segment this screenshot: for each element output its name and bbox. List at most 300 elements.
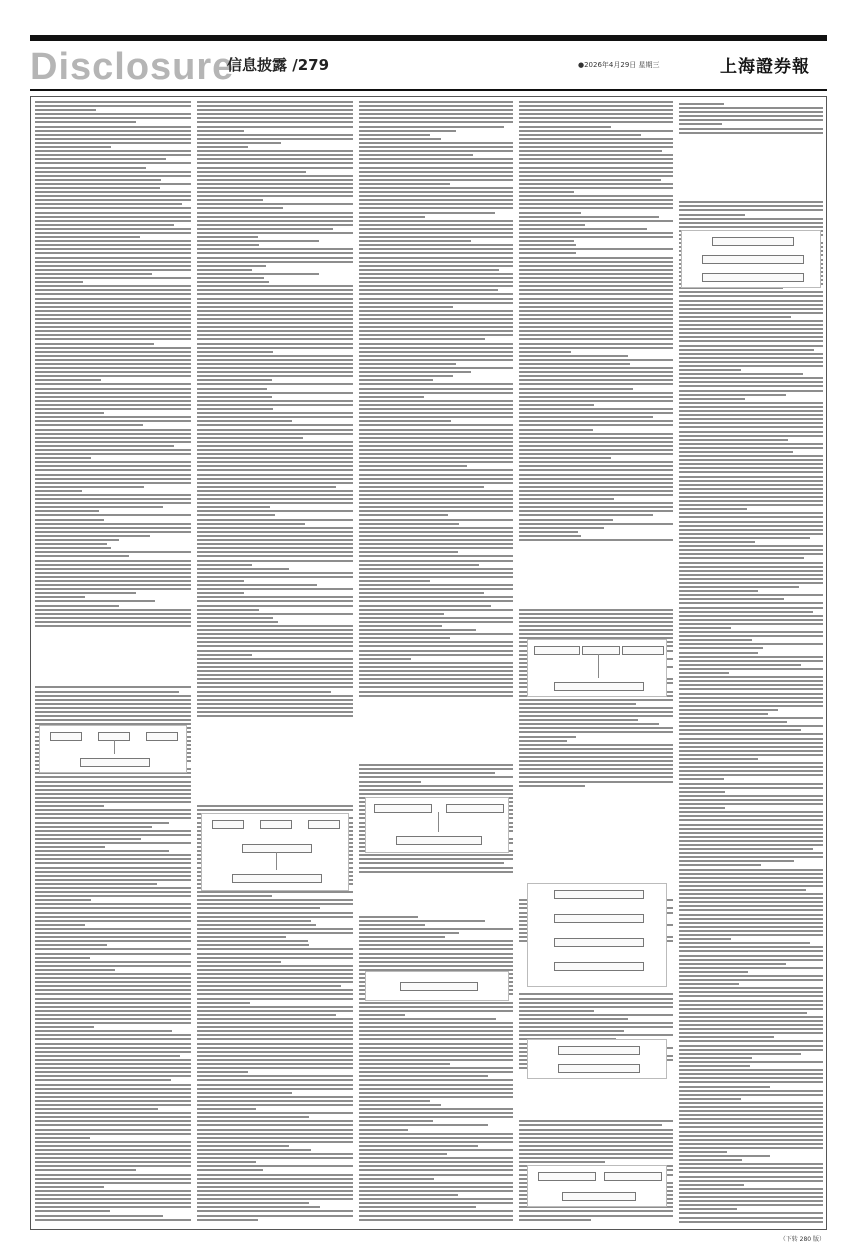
text-line: [35, 248, 191, 250]
text-line: [679, 1196, 823, 1198]
text-line: [359, 858, 513, 860]
text-line: [197, 707, 353, 709]
text-line: [359, 1174, 513, 1176]
text-line: [35, 989, 191, 991]
text-line: [197, 1034, 353, 1036]
text-line: [679, 934, 823, 936]
text-line: [197, 142, 281, 144]
text-line: [197, 1059, 353, 1061]
text-line: [519, 371, 673, 373]
text-line: [35, 699, 191, 701]
text-line: [35, 474, 191, 476]
text-line: [519, 347, 673, 349]
text-line: [679, 774, 823, 776]
text-line: [519, 179, 661, 181]
text-line: [197, 1010, 353, 1012]
text-line: [519, 756, 673, 758]
text-line: [359, 314, 513, 316]
text-line: [35, 416, 191, 418]
text-line: [35, 776, 191, 778]
text-line: [359, 1149, 513, 1151]
text-line: [679, 1110, 823, 1112]
text-line: [519, 146, 673, 148]
text-line: [197, 944, 309, 946]
text-line: [519, 699, 673, 701]
text-line: [519, 105, 673, 107]
text-line: [519, 367, 673, 369]
text-line: [35, 862, 191, 864]
text-line: [679, 1016, 823, 1018]
text-line: [679, 1069, 823, 1071]
text-line: [679, 733, 823, 735]
text-line: [35, 154, 191, 156]
text-line: [359, 433, 513, 435]
text-line: [359, 379, 433, 381]
text-line: [519, 768, 673, 770]
text-line: [35, 1129, 191, 1131]
text-line: [519, 232, 673, 234]
text-line: [679, 705, 823, 707]
text-line: [359, 605, 491, 607]
text-line: [197, 121, 353, 123]
text-line: [35, 433, 191, 435]
text-line: [519, 772, 673, 774]
text-line: [197, 527, 353, 529]
text-line: [679, 373, 803, 375]
text-line: [519, 748, 673, 750]
text-line: [35, 285, 191, 287]
text-line: [359, 445, 513, 447]
text-line: [359, 920, 485, 922]
text-line: [35, 1075, 191, 1077]
text-line: [679, 1135, 823, 1137]
text-line: [359, 625, 442, 627]
text-line: [519, 408, 673, 410]
text-line: [679, 336, 823, 338]
text-line: [519, 764, 673, 766]
text-line: [519, 498, 614, 500]
text-line: [35, 514, 191, 516]
text-line: [35, 1165, 191, 1167]
text-line: [359, 474, 513, 476]
text-line: [359, 429, 513, 431]
text-line: [679, 709, 778, 711]
text-line: [519, 424, 673, 426]
text-line: [35, 420, 191, 422]
text-line: [35, 523, 191, 525]
text-line: [35, 343, 154, 345]
text-line: [35, 903, 191, 905]
text-line: [197, 113, 353, 115]
text-line: [197, 674, 353, 676]
text-line: [197, 912, 353, 914]
text-line: [197, 183, 353, 185]
text-line: [679, 201, 823, 203]
text-line: [197, 924, 316, 926]
text-line: [197, 531, 353, 533]
text-line: [519, 244, 576, 246]
text-line: [35, 625, 191, 627]
text-line: [359, 1194, 458, 1196]
text-line: [35, 1108, 158, 1110]
text-line: [519, 461, 673, 463]
text-line: [197, 257, 353, 259]
text-line: [35, 1190, 191, 1192]
text-line: [35, 101, 191, 103]
text-line: [35, 1182, 191, 1184]
text-line: [519, 338, 673, 340]
text-line: [679, 963, 786, 965]
text-line: [197, 547, 353, 549]
text-line: [35, 1010, 191, 1012]
text-line: [519, 359, 673, 361]
text-line: [197, 1157, 353, 1159]
text-line: [35, 1137, 90, 1139]
text-line: [679, 881, 823, 883]
text-line: [197, 678, 353, 680]
text-line: [679, 995, 823, 997]
text-line: [519, 228, 647, 230]
text-line: [359, 457, 513, 459]
text-line: [359, 1063, 450, 1065]
text-line: [679, 1167, 823, 1169]
text-line: [359, 535, 513, 537]
text-line: [35, 232, 191, 234]
text-line: [679, 582, 823, 584]
text-line: [35, 1219, 191, 1221]
text-line: [35, 817, 191, 819]
text-line: [197, 494, 353, 496]
text-line: [679, 1008, 823, 1010]
text-line: [197, 109, 353, 111]
text-line: [359, 1022, 513, 1024]
text-line: [359, 510, 513, 512]
text-line: [359, 293, 513, 295]
text-line: [35, 1100, 191, 1102]
text-line: [35, 846, 105, 848]
text-line: [679, 574, 823, 576]
text-line: [35, 261, 191, 263]
text-line: [519, 306, 673, 308]
text-line: [35, 1124, 191, 1126]
text-line: [35, 834, 191, 836]
text-line: [35, 793, 191, 795]
text-line: [197, 1006, 353, 1008]
text-line: [35, 437, 191, 439]
text-line: [35, 1014, 191, 1016]
text-line: [519, 289, 673, 291]
text-line: [35, 105, 191, 107]
text-line: [35, 130, 191, 132]
text-line: [679, 1147, 823, 1149]
text-line: [679, 476, 823, 478]
text-line: [35, 236, 140, 238]
text-line: [359, 1030, 513, 1032]
text-line: [35, 1096, 191, 1098]
text-line: [35, 281, 83, 283]
text-line: [519, 609, 673, 611]
text-line: [519, 539, 673, 541]
text-line: [35, 306, 191, 308]
text-line: [35, 162, 191, 164]
text-line: [35, 1120, 191, 1122]
text-line: [197, 981, 353, 983]
text-line: [35, 363, 191, 365]
text-line: [35, 310, 191, 312]
text-line: [197, 355, 353, 357]
text-line: [35, 621, 191, 623]
text-line: [197, 551, 353, 553]
text-line: [679, 762, 823, 764]
text-line: [35, 506, 163, 508]
text-line: [197, 662, 353, 664]
text-line: [35, 948, 191, 950]
text-line: [679, 111, 823, 113]
text-line: [679, 1081, 823, 1083]
text-line: [679, 128, 823, 130]
text-line: [197, 486, 336, 488]
text-line: [359, 494, 513, 496]
text-line: [679, 1057, 752, 1059]
text-line: [519, 1018, 628, 1020]
text-line: [197, 400, 353, 402]
text-line: [35, 1145, 191, 1147]
text-line: [679, 791, 725, 793]
text-line: [679, 365, 823, 367]
text-line: [359, 1112, 513, 1114]
text-line: [35, 936, 191, 938]
text-line: [519, 298, 673, 300]
text-line: [35, 302, 191, 304]
text-line: [197, 903, 353, 905]
text-line: [197, 1088, 353, 1090]
text-line: [679, 971, 748, 973]
text-line: [35, 711, 191, 713]
text-line: [35, 449, 191, 451]
text-line: [679, 926, 823, 928]
text-line: [197, 465, 353, 467]
text-line: [679, 1028, 823, 1030]
text-line: [35, 146, 111, 148]
text-line: [359, 936, 445, 938]
text-line: [679, 508, 747, 510]
text-line: [679, 414, 823, 416]
text-line: [519, 744, 673, 746]
text-line: [679, 578, 823, 580]
text-line: [197, 1198, 353, 1200]
text-line: [359, 621, 513, 623]
text-line: [197, 298, 353, 300]
text-line: [35, 298, 191, 300]
text-line: [359, 666, 513, 668]
text-line: [359, 146, 513, 148]
text-line: [679, 729, 801, 731]
text-line: [519, 731, 673, 733]
text-line: [359, 1219, 513, 1221]
text-line: [35, 1026, 94, 1028]
text-line: [519, 519, 613, 521]
text-line: [519, 776, 673, 778]
text-line: [35, 203, 182, 205]
text-line: [679, 1114, 823, 1116]
text-line: [35, 781, 191, 783]
text-line: [359, 469, 513, 471]
text-line: [679, 959, 823, 961]
text-line: [519, 273, 673, 275]
text-line: [35, 318, 191, 320]
text-line: [359, 453, 513, 455]
text-line: [35, 891, 191, 893]
text-line: [359, 654, 513, 656]
text-column-3: [359, 101, 513, 1227]
text-line: [679, 480, 823, 482]
text-line: [197, 576, 353, 578]
text-line: [679, 623, 823, 625]
text-line: [197, 1186, 353, 1188]
text-line: [197, 1219, 258, 1221]
text-line: [679, 1176, 823, 1178]
text-line: [679, 967, 823, 969]
text-line: [35, 265, 191, 267]
text-line: [359, 944, 513, 946]
text-line: [197, 175, 353, 177]
text-line: [519, 252, 576, 254]
text-line: [519, 707, 673, 709]
text-line: [679, 349, 814, 351]
text-line: [679, 1032, 823, 1034]
text-line: [519, 121, 673, 123]
text-line: [679, 668, 823, 670]
text-line: [197, 1116, 309, 1118]
text-line: [519, 314, 673, 316]
text-line: [359, 768, 513, 770]
text-line: [359, 1137, 513, 1139]
text-line: [359, 359, 513, 361]
text-line: [35, 424, 143, 426]
text-line: [35, 707, 191, 709]
text-line: [359, 138, 441, 140]
text-line: [197, 1084, 353, 1086]
text-line: [519, 998, 673, 1000]
text-line: [679, 885, 823, 887]
text-line: [197, 891, 353, 893]
text-line: [679, 435, 823, 437]
text-line: [197, 482, 353, 484]
text-line: [35, 928, 191, 930]
text-line: [679, 602, 823, 604]
text-line: [359, 1198, 513, 1200]
text-line: [679, 1204, 823, 1206]
text-line: [197, 478, 353, 480]
text-line: [35, 429, 191, 431]
text-line: [359, 564, 479, 566]
text-line: [519, 535, 581, 537]
text-line: [679, 799, 823, 801]
text-line: [197, 453, 353, 455]
text-line: [359, 600, 513, 602]
text-line: [197, 306, 353, 308]
text-line: [679, 905, 823, 907]
text-line: [679, 1073, 823, 1075]
text-line: [359, 134, 430, 136]
text-line: [35, 1071, 191, 1073]
text-line: [519, 1034, 673, 1036]
text-line: [359, 789, 513, 791]
text-line: [197, 936, 286, 938]
text-line: [359, 514, 448, 516]
text-line: [197, 805, 353, 807]
text-line: [679, 119, 823, 121]
text-line: [519, 142, 673, 144]
text-line: [679, 987, 823, 989]
text-line: [679, 345, 823, 347]
text-line: [519, 736, 576, 738]
ownership-chart: [681, 230, 821, 288]
text-line: [35, 924, 85, 926]
text-line: [679, 607, 823, 609]
text-line: [197, 1145, 289, 1147]
text-line: [35, 1084, 191, 1086]
text-line: [197, 441, 353, 443]
text-line: [359, 1108, 513, 1110]
text-line: [359, 281, 513, 283]
text-line: [197, 101, 353, 103]
text-line: [35, 510, 99, 512]
text-line: [519, 126, 611, 128]
text-line: [35, 576, 191, 578]
text-line: [359, 351, 513, 353]
text-line: [679, 1004, 823, 1006]
text-line: [359, 441, 513, 443]
text-line: [35, 338, 191, 340]
text-line: [679, 852, 823, 854]
text-line: [197, 383, 353, 385]
text-line: [679, 1217, 823, 1219]
text-line: [35, 465, 191, 467]
text-line: [359, 244, 513, 246]
text-line: [35, 1092, 191, 1094]
text-line: [359, 1075, 488, 1077]
text-line: [519, 1161, 605, 1163]
text-line: [679, 1106, 823, 1108]
text-line: [197, 363, 353, 365]
text-line: [359, 670, 513, 672]
text-line: [35, 326, 191, 328]
text-line: [519, 388, 633, 390]
text-line: [679, 811, 823, 813]
text-line: [35, 895, 191, 897]
text-line: [679, 1180, 823, 1182]
text-line: [359, 523, 459, 525]
text-line: [679, 529, 823, 531]
text-line: [519, 117, 673, 119]
text-line: [197, 629, 353, 631]
text-line: [359, 179, 513, 181]
text-line: [679, 631, 823, 633]
text-line: [679, 426, 823, 428]
text-line: [197, 899, 353, 901]
text-line: [197, 347, 353, 349]
text-line: [519, 531, 578, 533]
text-line: [359, 1006, 513, 1008]
text-line: [35, 117, 191, 119]
text-line: [35, 981, 191, 983]
text-line: [197, 179, 353, 181]
text-line: [679, 983, 739, 985]
text-line: [519, 633, 673, 635]
text-line: [359, 298, 513, 300]
text-line: [35, 600, 155, 602]
